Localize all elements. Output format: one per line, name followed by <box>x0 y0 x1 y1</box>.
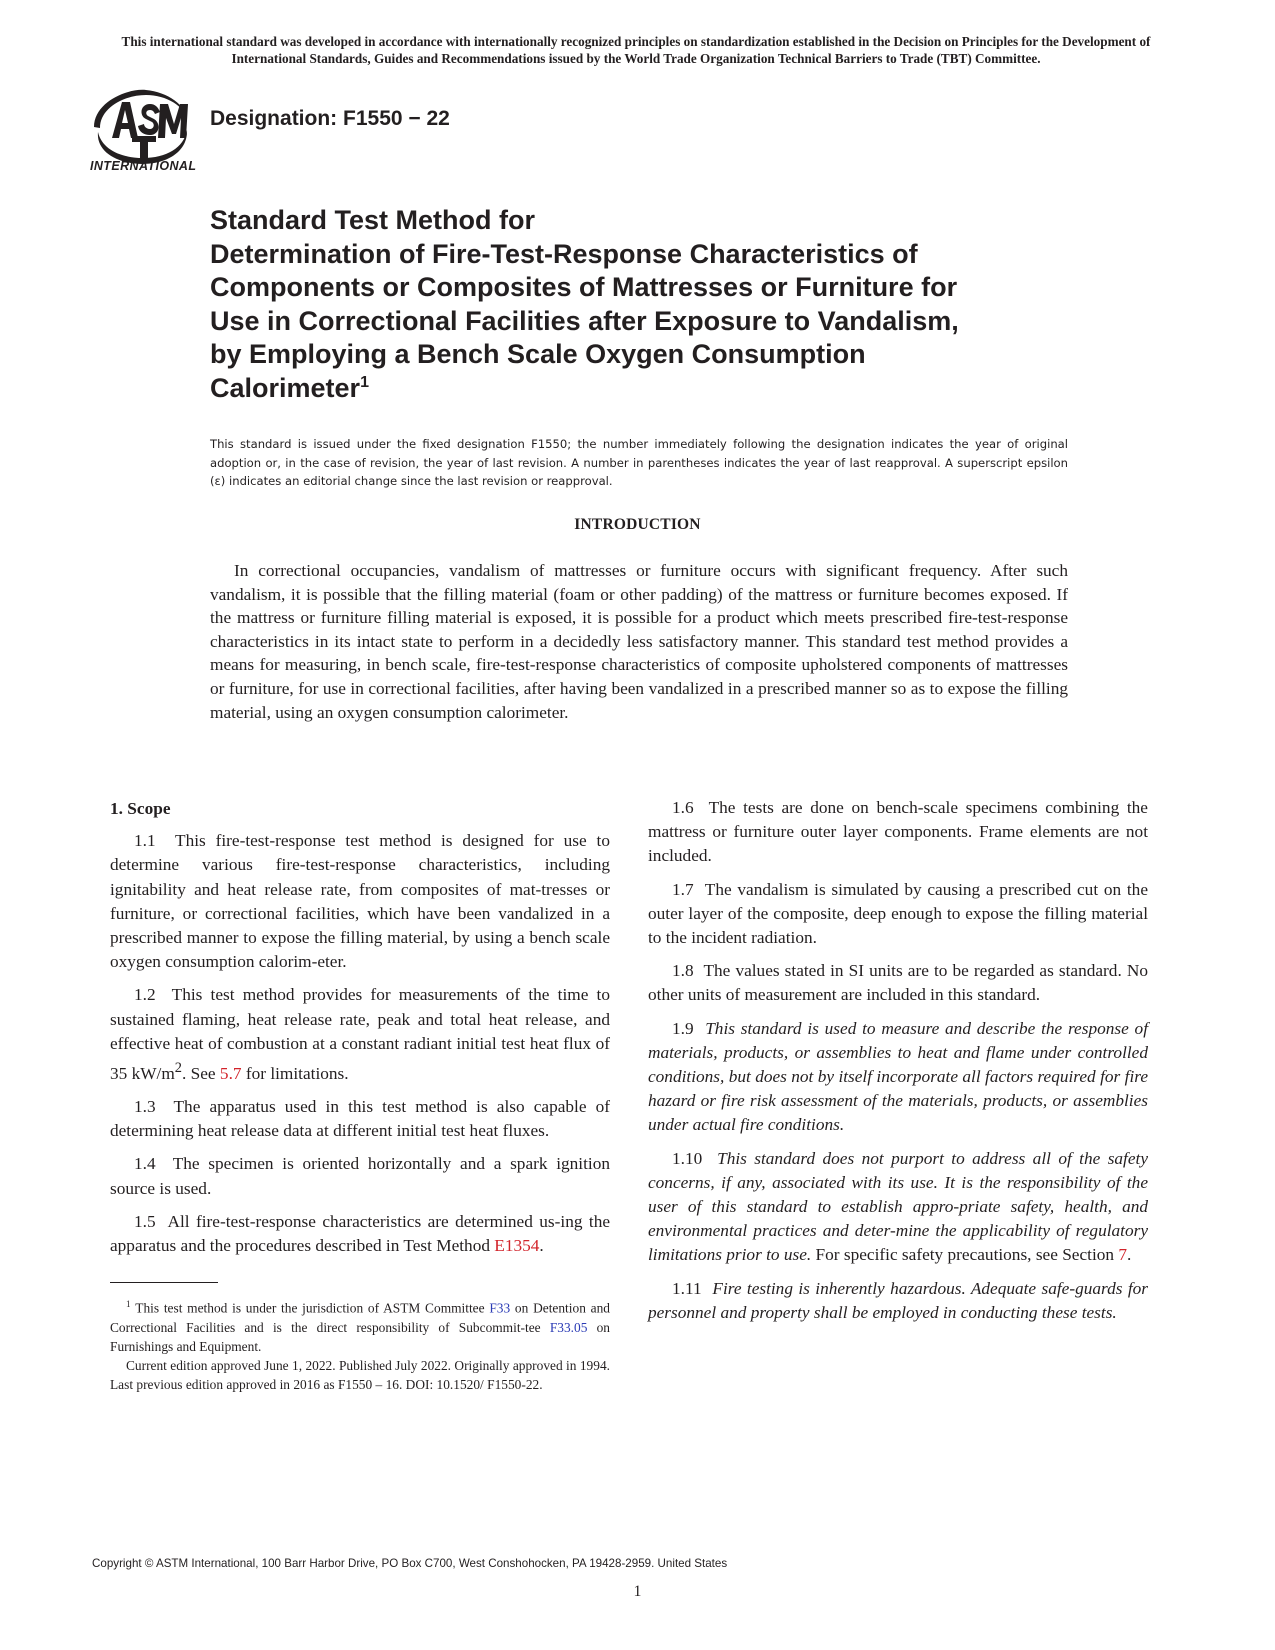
section-heading-scope: 1. Scope <box>110 799 171 818</box>
paragraph-1-9 <box>648 1017 1148 1138</box>
paragraph-number: 1.2 <box>134 985 156 1005</box>
astm-logo <box>88 82 200 174</box>
subcommittee-link-f33-05[interactable]: F33.05 <box>549 1319 588 1335</box>
title-line-1: Standard Test Method for <box>210 205 536 235</box>
title-line-4: Use in Correctional Facilities after Exposure to Vandalism, <box>210 305 959 336</box>
paragraph-1-8 <box>648 959 1148 1007</box>
paragraph-1-2 <box>110 983 610 1086</box>
title-line-2: Determination of Fire-Test-Response Characteristics of <box>210 238 918 269</box>
paragraph-1-4 <box>110 1152 610 1200</box>
paragraph-text: The vandalism is simulated by causing a prescribed cut on the outer layer of the composite, deep enough to expose the filling material to the incident radiation. <box>648 879 1148 948</box>
document-title <box>210 204 1070 406</box>
footnote-mark: 1 <box>126 1299 131 1310</box>
logo-wordmark: INTERNATIONAL <box>90 159 196 173</box>
paragraph-1-3 <box>110 1095 610 1143</box>
paragraph-number: 1.1 <box>134 831 156 851</box>
paragraph-text-continued: For specific safety precautions, see Section <box>811 1245 1119 1265</box>
paragraph-number: 1.10 <box>672 1148 703 1168</box>
footnote-text: This test method is under the jurisdiction of ASTM Committee <box>135 1300 490 1316</box>
committee-link-f33[interactable]: F33 <box>489 1300 511 1316</box>
paragraph-text: The values stated in SI units are to be regarded as standard. No other units of measurement are included in this standard. <box>648 961 1148 1005</box>
paragraph-text-tail: . <box>1127 1245 1132 1265</box>
standards-notice: This international standard was developed in accordance with internationally recognized principles on standardization established in the Decision on Principles for the Development of International Standards, Guides and Recommendations issued by the World Trade Organization Technical Barriers to Trade (TBT) Committee. <box>121 34 1151 66</box>
paragraph-text: This standard is used to measure and describe the response of materials, products, or assemblies to heat and flame under controlled conditions, but does not by itself incorporate all factors required for fire hazard or fire risk assessment of the materials, products, or assemblies under actual fire conditions. <box>648 1018 1149 1135</box>
paragraph-number: 1.4 <box>134 1154 156 1174</box>
designation: Designation: F1550 − 22 <box>210 107 450 130</box>
paragraph-number: 1.6 <box>672 798 694 817</box>
footnote-text-continued: on Detention and Correctional Facilities and is the direct responsibility of Subcommit-tee <box>110 1300 610 1335</box>
issued-note: This standard is issued under the fixed designation F1550; the number immediately following the designation indicates the year of original adoption or, in the case of revision, the year of last revision. A number in parentheses indicates the year of last reapproval. A superscript epsilon (ε) indicates an editorial change since the last revision or reapproval. <box>210 437 1068 488</box>
paragraph-text: The apparatus used in this test method is also capable of determining heat release data at different initial test heat fluxes. <box>110 1097 610 1141</box>
section-link-5-7[interactable]: 5.7 <box>219 1063 242 1083</box>
paragraph-1-5 <box>110 1210 610 1258</box>
page-number: 1 <box>633 1583 642 1600</box>
paragraph-number: 1.8 <box>672 961 694 981</box>
paragraph-text: This test method provides for measurements of the time to sustained flaming, heat release rate, peak and total heat release, and effective heat of combustion at a constant radiant initial test heat flux of 35 kW/m <box>110 985 610 1083</box>
title-line-5: by Employing a Bench Scale Oxygen Consumption <box>210 339 866 370</box>
paragraph-number: 1.3 <box>134 1097 156 1116</box>
introduction-heading: INTRODUCTION <box>574 516 701 533</box>
copyright-footer: Copyright © ASTM International, 100 Barr Harbor Drive, PO Box C700, West Conshohocken, PA 19428-2959. United States <box>92 1557 728 1570</box>
paragraph-text: The specimen is oriented horizontally and a spark ignition source is used. <box>110 1154 610 1198</box>
paragraph-1-7 <box>648 878 1148 951</box>
paragraph-1-6 <box>648 796 1148 869</box>
paragraph-number: 1.5 <box>134 1211 156 1231</box>
paragraph-number: 1.9 <box>672 1018 694 1038</box>
reference-link-e1354[interactable]: E1354 <box>494 1236 540 1256</box>
paragraph-1-10 <box>648 1147 1148 1268</box>
paragraph-text-tail: for limitations. <box>241 1063 349 1083</box>
footnote-text-tail: on Furnishings and Equipment. <box>110 1319 610 1354</box>
paragraph-1-11 <box>648 1277 1148 1325</box>
left-column <box>110 797 610 1394</box>
paragraph-text-continued: . See <box>182 1063 220 1083</box>
title-last-word: Calorimeter <box>210 372 361 403</box>
paragraph-text: All fire-test-response characteristics are determined us-ing the apparatus and the procedures described in Test Method <box>110 1211 611 1256</box>
title-line-3: Components or Composites of Mattresses or Furniture for <box>210 272 958 303</box>
paragraph-number: 1.7 <box>672 879 694 899</box>
paragraph-text: This standard does not purport to address all of the safety concerns, if any, associated with its use. It is the responsibility of the user of this standard to establish appro-priate safety, health, and environmental practices and deter-mine the applicability of regulatory limitations prior to use. <box>648 1148 1149 1265</box>
paragraph-text: The tests are done on bench-scale specimens combining the mattress or furniture outer layer components. Frame elements are not included. <box>648 798 1148 866</box>
astm-logo-icon <box>88 82 200 174</box>
paragraph-text: Fire testing is inherently hazardous. Adequate safe-guards for personnel and property shall be employed in conducting these tests. <box>648 1278 1148 1322</box>
paragraph-number: 1.11 <box>672 1278 702 1298</box>
footnote-1 <box>110 1295 610 1355</box>
right-column <box>648 796 1148 1334</box>
title-line-6 <box>210 372 1070 406</box>
paragraph-text: This fire-test-response test method is designed for use to determine various fire-test-response characteristics, including ignitability and heat release rate, from composites of mat-tresses or furniture, or correctional facilities, which have been vandalized in a prescribed manner to expose the filling material, by using a bench scale oxygen consumption calorim-eter. <box>110 831 610 972</box>
paragraph-text-tail: . <box>539 1236 544 1256</box>
footnote-edition: Current edition approved June 1, 2022. Published July 2022. Originally approved in 1994. Last previous edition approved in 2016 as F1550 – 16. DOI: 10.1520/ F1550-22. <box>110 1357 610 1392</box>
superscript: 2 <box>174 1060 182 1077</box>
footnote-divider <box>110 1282 218 1283</box>
paragraph-1-1 <box>110 829 610 974</box>
title-footnote-mark: 1 <box>360 373 369 391</box>
introduction-text: In correctional occupancies, vandalism of mattresses or furniture occurs with significant frequency. After such vandalism, it is possible that the filling material (foam or other padding) of the mattress or furniture becomes exposed. If the mattress or furniture filling material is exposed, it is possible for a product which meets prescribed fire-test-response characteristics in its intact state to perform in a decidedly less satisfactory manner. This standard test method provides a means for measuring, in bench scale, fire-test-response characteristics of composite upholstered components of mattresses or furniture, for use in correctional facilities, after having been vandalized in a prescribed manner so as to expose the filling material, using an oxygen consumption calorimeter. <box>210 561 1068 722</box>
section-link-7[interactable]: 7 <box>1118 1245 1127 1265</box>
